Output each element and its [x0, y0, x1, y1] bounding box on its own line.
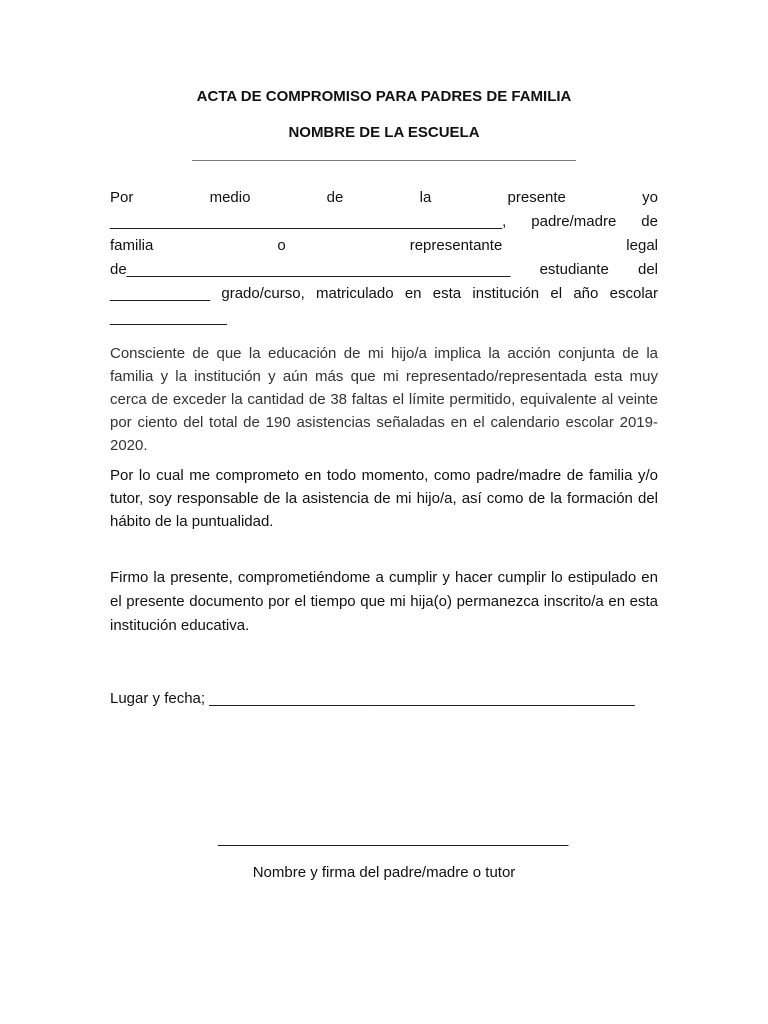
signature-line: __________________________________________ [218, 830, 569, 847]
intro-line-4: de______________________________________________ estudiante del [110, 261, 658, 278]
document-title: ACTA DE COMPROMISO PARA PADRES DE FAMILIA [196, 88, 572, 105]
place-and-date-field: Lugar y fecha; ___________________________________________________ [110, 690, 635, 707]
intro-line-5: ____________ grado/curso, matriculado en esta institución el año escolar [110, 285, 658, 302]
intro-line-1: Por medio de la presente yo [110, 189, 658, 206]
paragraph-compromiso: Por lo cual me comprometo en todo momento, como padre/madre de familia y/o tutor, soy responsable de la asistencia de mi hijo/a, así como de la formación del hábito de la puntualidad. [110, 467, 658, 530]
school-name-label: NOMBRE DE LA ESCUELA [288, 124, 480, 141]
paragraph-firmo: Firmo la presente, comprometiéndome a cumplir y hacer cumplir lo estipulado en el presente documento por el tiempo que mi hija(o) permanezca inscrito/a en esta institución educativa. [110, 569, 658, 634]
intro-line-2: _______________________________________________, padre/madre de [110, 213, 658, 230]
signature-caption: Nombre y firma del padre/madre o tutor [252, 864, 516, 881]
school-name-blank: ______________________________________________ [192, 146, 576, 163]
intro-line-3: familia o representante legal [110, 237, 658, 254]
paragraph-consciente: Consciente de que la educación de mi hijo/a implica la acción conjunta de la familia y la institución y aún más que mi representado/representada esta muy cerca de exceder la cantidad de 38 faltas el límite permitido, equivalente al veinte por ciento del total de 190 asistencias señaladas en el calendario escolar 2019-2020. [110, 345, 658, 454]
intro-line-6: ______________ [110, 309, 227, 326]
